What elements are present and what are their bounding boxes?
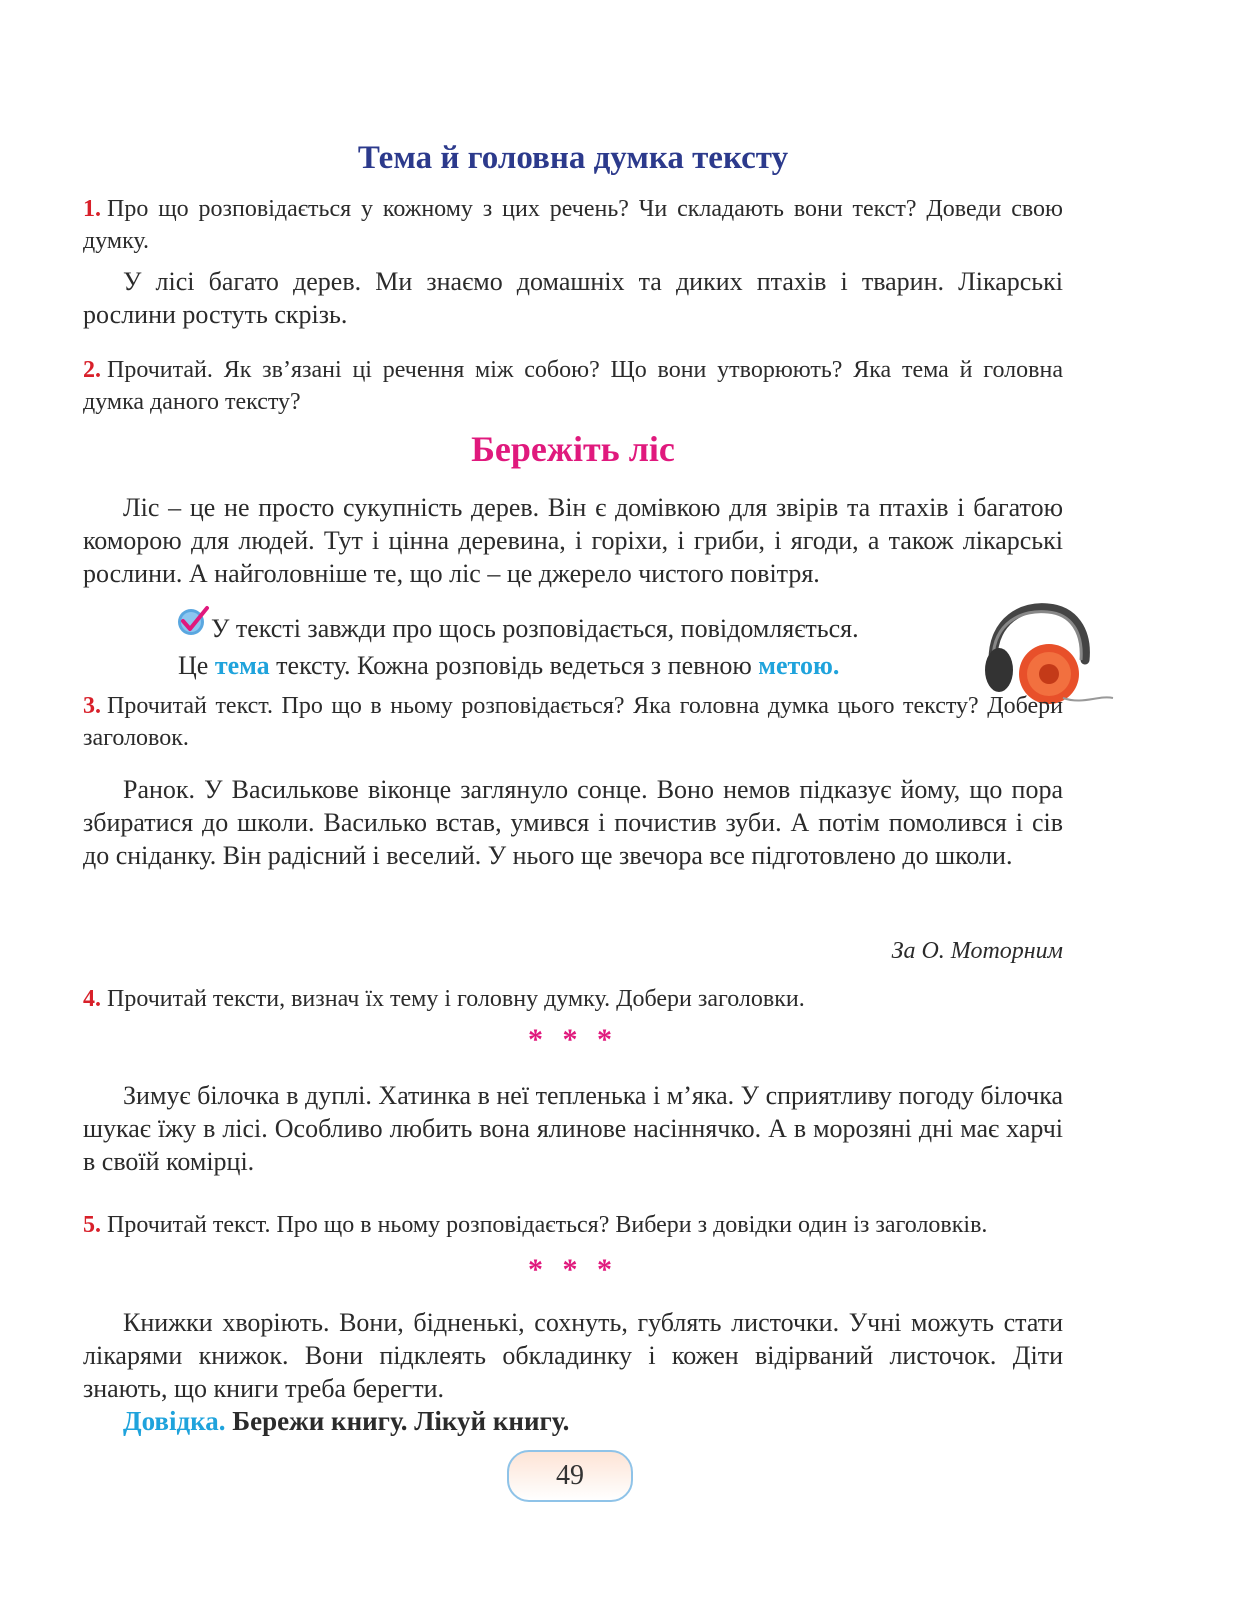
rule-line-1: У тексті завжди про щось розповідається, повідомляється. — [211, 614, 859, 643]
reference — [123, 1406, 569, 1437]
task-2-passage: Ліс – це не просто сукупність дерев. Він є домівкою для звірів та птахів і багатою коморою для людей. Тут і цінна деревина, і горіхи, і гриби, і ягоди, а також лікарські рослини. А найголовніше те, що ліс – це джерело чистого повітря. — [83, 493, 1063, 588]
rule-line-2 — [178, 647, 938, 684]
rule-box — [178, 610, 938, 684]
task-1-text: Про що розповідається у кожному з цих речень? Чи складають вони текст? Доведи свою думку. — [83, 196, 1063, 254]
task-5-number: 5. — [83, 1212, 101, 1238]
task-4-text: Прочитай тексти, визнач їх тему і головну думку. Добери заголовки. — [107, 986, 805, 1012]
task-5-passage: Книжки хворіють. Вони, бідненькі, сохнуть, гублять листочки. Учні можуть стати лікарями книжок. Вони підклеять обкладинку і кожен відірваний листочок. Діти знають, що книги треба берегти. — [83, 1308, 1063, 1403]
task-3-passage: Ранок. У Василькове віконце заглянуло сонце. Воно немов підказує йому, що пора збиратися до школи. Василько встав, умився і почистив зуби. А потім помолився і сів до сніданку. Він радісний і веселий. У нього ще звечора все підготовлено до школи. — [83, 775, 1063, 870]
term-theme: тема — [214, 651, 270, 680]
task-3-number: 3. — [83, 693, 101, 719]
task-2-number: 2. — [83, 357, 101, 383]
task-1-passage: У лісі багато дерев. Ми знаємо домашніх та диких птахів і тварин. Лікарські рослини ростуть скрізь. — [83, 267, 1063, 329]
task-2-instruction — [83, 354, 1063, 418]
task-4-instruction — [83, 983, 1063, 1015]
task-4-passage: Зимує білочка в дуплі. Хатинка в неї тепленька і м’яка. У сприятливу погоду білочка шукає їжу в лісі. Особливо любить вона ялинове насіннячко. А в морозяні дні має харчі в своїй комірці. — [83, 1081, 1063, 1176]
task-4-number: 4. — [83, 986, 101, 1012]
rule-text-b: тексту. Кожна розповідь ведеться з певною — [269, 651, 759, 680]
page-number: 49 — [507, 1450, 633, 1502]
reference-label: Довідка. — [123, 1406, 226, 1436]
task-1-instruction — [83, 193, 1063, 257]
task-5-text: Прочитай текст. Про що в ньому розповідається? Вибери з довідки один із заголовків. — [107, 1212, 988, 1238]
rule-text-a: Це — [178, 651, 215, 680]
task-3-text: Прочитай текст. Про що в ньому розповідається? Яка головна думка цього тексту? Добери заголовок. — [83, 693, 1063, 751]
task-3-instruction — [83, 690, 1063, 754]
task-2-text: Прочитай. Як зв’язані ці речення між собою? Що вони утворюють? Яка тема й головна думка даного тексту? — [83, 357, 1063, 415]
passage-title-forest: Бережіть ліс — [471, 429, 675, 469]
reference-text: Бережи книгу. Лікуй книгу. — [225, 1406, 570, 1436]
stars-divider-1: * * * — [528, 1023, 618, 1056]
task-1-number: 1. — [83, 196, 101, 222]
page-title: Тема й головна думка тексту — [357, 140, 789, 176]
passage-author: За О. Моторним — [891, 938, 1063, 964]
term-goal: метою. — [758, 651, 840, 680]
stars-divider-2: * * * — [528, 1253, 618, 1286]
task-5-instruction — [83, 1209, 1063, 1241]
